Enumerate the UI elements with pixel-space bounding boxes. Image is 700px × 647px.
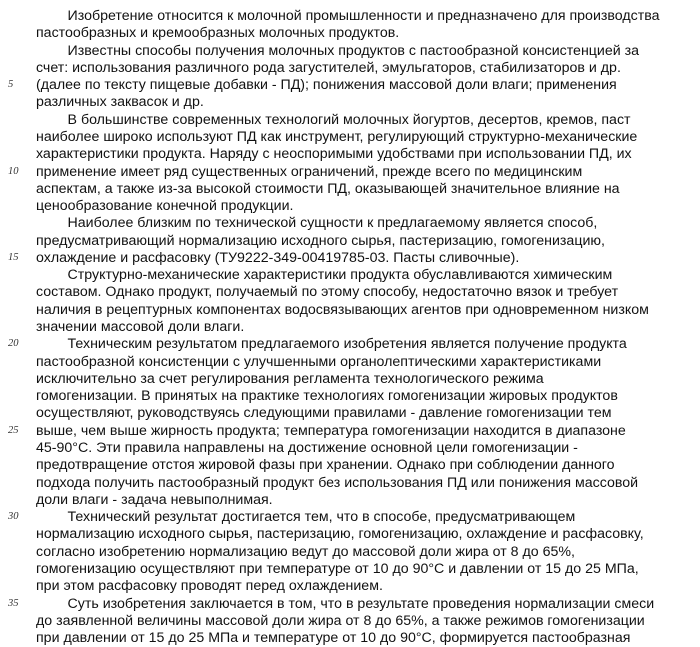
text-line: согласно изобретению нормализацию ведут до массовой доли жира от 8 до 65%,: [36, 543, 575, 560]
text-line: В большинстве современных технологий молочных йогуртов, десертов, кремов, паст: [36, 111, 631, 128]
text-line: Изобретение относится к молочной промышленности и предназначено для производства: [36, 8, 660, 24]
text-line: (далее по тексту пищевые добавки - ПД); понижения массовой доли влаги; применения: [36, 77, 617, 94]
text-line: при этом расфасовку проводят перед охлаждением.: [36, 578, 383, 595]
text-line: гомогенизации. В принятых на практике технологиях гомогенизации жировых продуктов: [36, 388, 618, 405]
text-line: Суть изобретения заключается в том, что в результате проведения нормализации смеси: [36, 595, 655, 612]
text-line: предотвращение отстоя жировой фазы при хранении. Однако при соблюдении данного: [36, 457, 615, 474]
text-line: выше, чем выше жирность продукта; температура гомогенизации находится в диапазоне: [36, 422, 626, 439]
text-line: пастообразной консистенции с улучшенными органолептическими характеристиками: [36, 353, 602, 370]
text-line: наиболее широко используют ПД как инструмент, регулирующий структурно-механические: [36, 128, 638, 145]
text-line: при давлении от 15 до 25 МПа и температуре от 10 до 90°С, формируется пастообразная: [36, 630, 631, 647]
margin-line-number: 5: [8, 79, 14, 91]
text-line: применение имеет ряд существенных ограничений, прежде всего по медицинским: [36, 163, 583, 180]
text-line: исключительно за счет регулирования регламента технологического режима: [36, 370, 544, 387]
text-line: нормализацию исходного сырья, пастеризацию, гомогенизацию, охлаждение и расфасовку,: [36, 526, 644, 543]
text-line: доли влаги - задача невыполнимая.: [36, 491, 273, 508]
text-line: счет: использования различного рода загустителей, эмульгаторов, стабилизаторов и др.: [36, 59, 621, 76]
text-line: характеристики продукта. Наряду с неоспоримыми удобствами при использовании ПД, их: [36, 146, 632, 163]
text-line: гомогенизацию осуществляют при температуре от 10 до 90°С и давлении от 15 до 25 МПа,: [36, 560, 639, 577]
margin-line-number: 25: [8, 424, 19, 436]
text-line: Техническим результатом предлагаемого изобретения является получение продукта: [36, 336, 627, 353]
text-line: Структурно-механические характеристики продукта обуславливаются химическим: [36, 267, 613, 284]
text-line: значении массовой доли влаги.: [36, 319, 245, 336]
text-line: Известны способы получения молочных продуктов с пастообразной консистенцией за: [36, 42, 639, 59]
text-line: Технический результат достигается тем, что в способе, предусматривающем: [36, 509, 576, 526]
text-line: наличия в рецептурных компонентах водосвязывающих агентов при одновременном низком: [36, 301, 649, 318]
margin-line-number: 35: [8, 597, 19, 609]
text-line: охлаждение и расфасовку (ТУ9222-349-00419785-03. Пасты сливочные).: [36, 249, 520, 266]
text-line: ценообразование конечной продукции.: [36, 198, 294, 215]
margin-line-number: 30: [8, 511, 19, 523]
margin-line-number: 20: [8, 338, 19, 350]
text-line: подхода получить пастообразный продукт без использования ПД или понижения массовой: [36, 474, 639, 491]
text-line: составом. Однако продукт, получаемый по этому способу, недостаточно вязок и требует: [36, 284, 619, 301]
text-line: Наиболее близким по технической сущности к предлагаемому является способ,: [36, 215, 598, 232]
text-line: 45-90°С. Эти правила направлены на достижение основной цели гомогенизации -: [36, 440, 578, 456]
text-line: пастообразных и кремообразных молочных продуктов.: [36, 25, 400, 42]
text-line: аспектам, а также из-за высокой стоимости ПД, оказывающей значительное влияние на: [36, 180, 620, 197]
margin-line-number: 10: [8, 165, 19, 177]
text-line: различных заквасок и др.: [36, 94, 204, 111]
text-line: предусматривающий нормализацию исходного сырья, пастеризацию, гомогенизацию,: [36, 232, 605, 249]
margin-line-number: 15: [8, 251, 19, 263]
text-line: до заявленной величины массовой доли жира от 8 до 65%, а также режимов гомогенизации: [36, 612, 645, 629]
text-line: осуществляют, руководствуясь следующими правилами - давление гомогенизации тем: [36, 405, 612, 422]
